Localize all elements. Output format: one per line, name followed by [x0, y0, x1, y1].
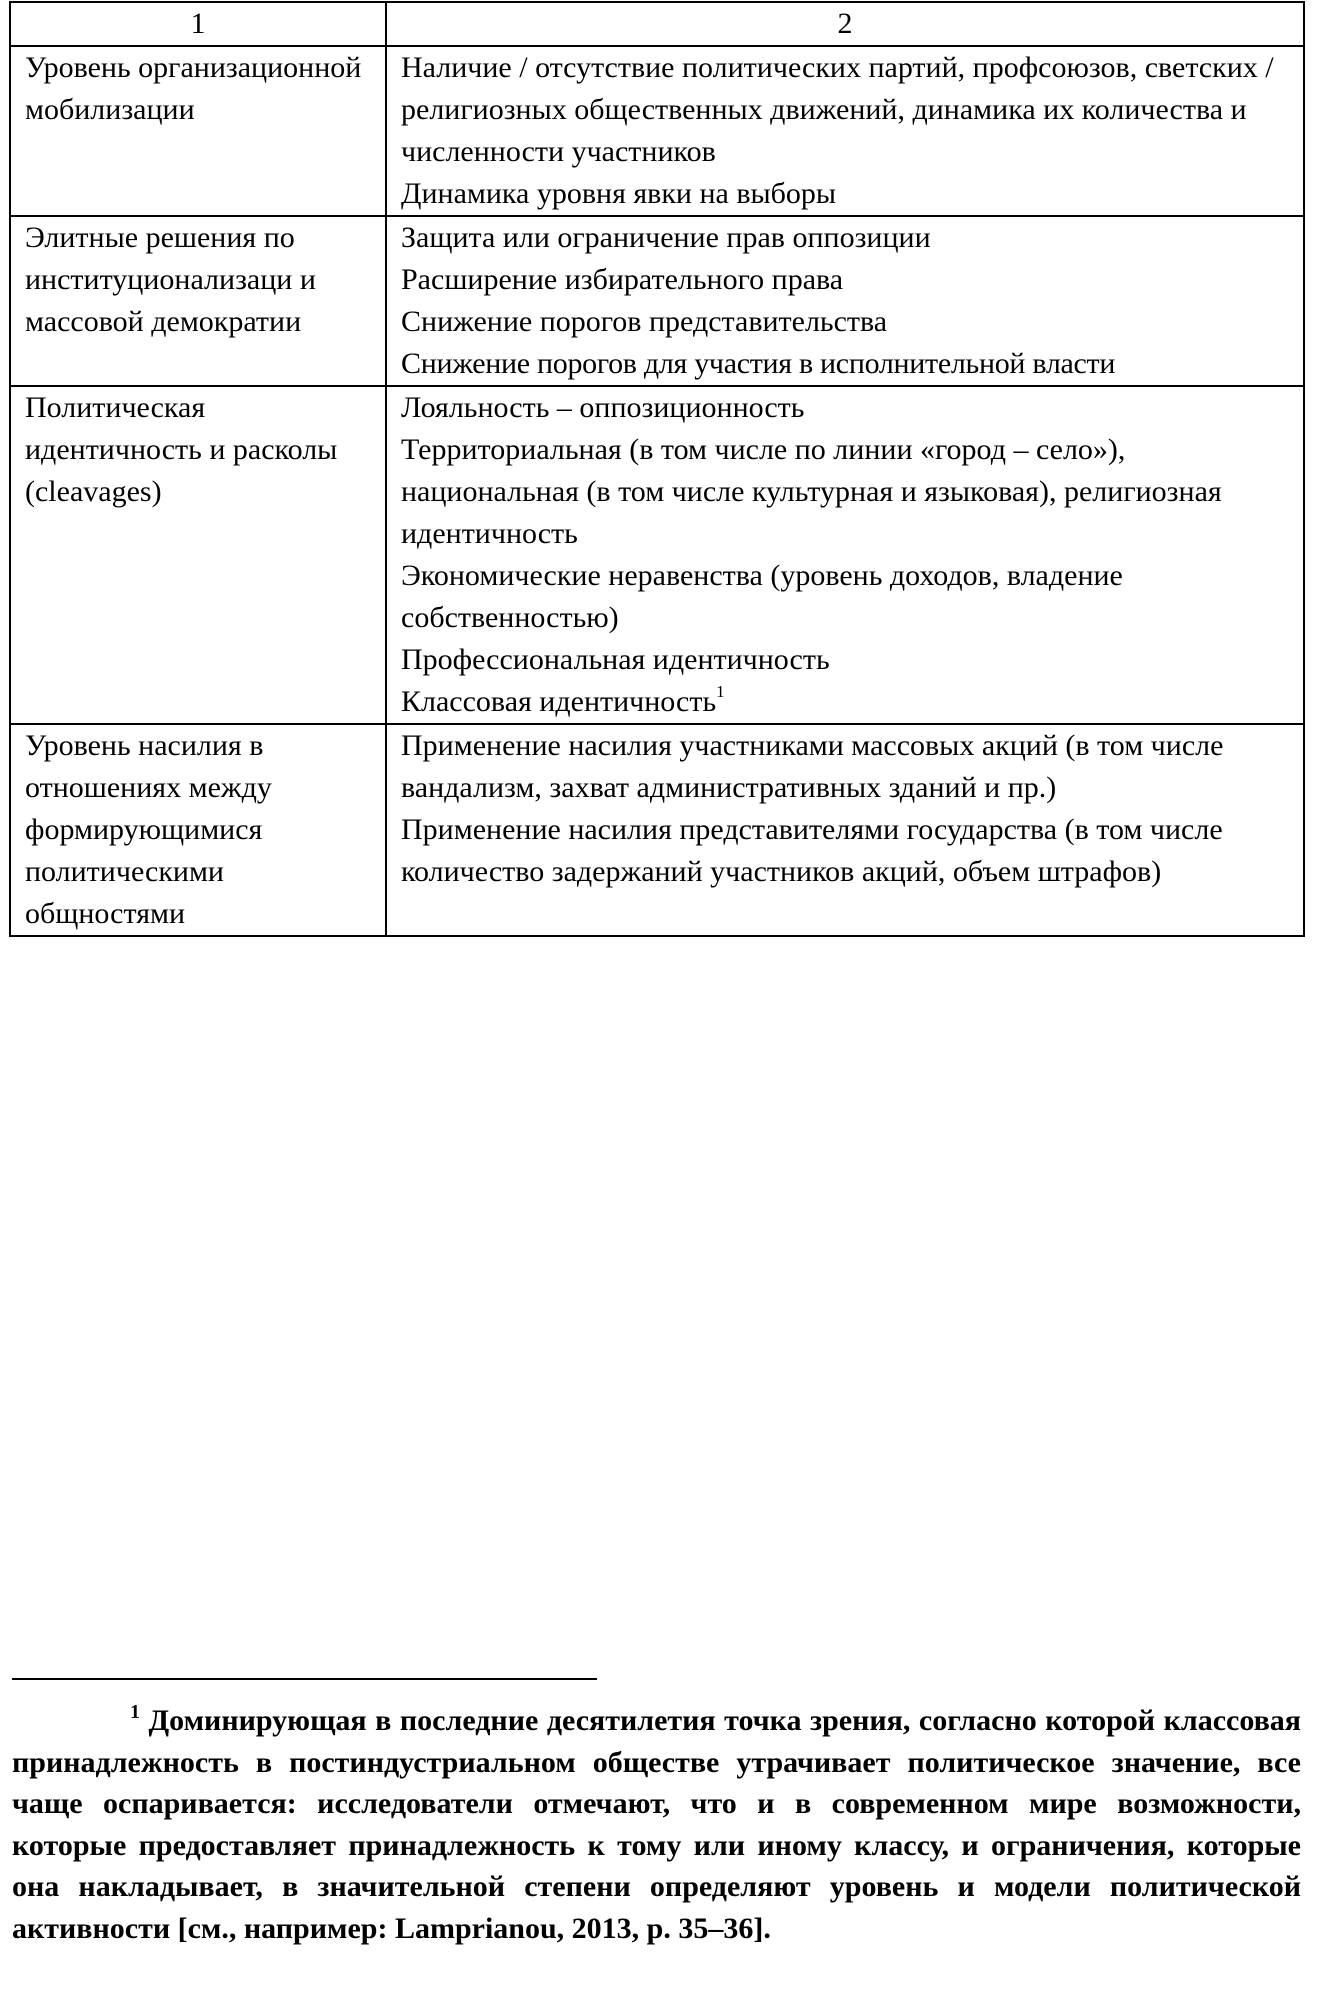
row-label: [10, 724, 386, 936]
row-label-text: Уровень насилия в отношениях между формирующимися политическими общностями: [25, 729, 272, 930]
row-label: [10, 46, 386, 216]
table-header-row: [10, 2, 1304, 46]
row-label-text: Политическая идентичность и расколы (cleavages): [25, 391, 338, 508]
row-item: Экономические неравенства (уровень доходов, владение собственностью): [401, 559, 1123, 634]
row-item: Динамика уровня явки на выборы: [401, 177, 837, 210]
row-item-text: Классовая идентичность: [401, 685, 717, 718]
row-label: [10, 216, 386, 386]
row-item: Лояльность – оппозиционность: [401, 391, 805, 424]
row-content: [386, 724, 1304, 936]
row-content: [386, 386, 1304, 724]
footnote-marker: 1: [130, 1701, 140, 1723]
row-item: Территориальная (в том числе по линии «город – село»), национальная (в том числе культурная и языковая), религиозная идентичность: [401, 433, 1222, 550]
row-label-text: Элитные решения по институционализаци и массовой демократии: [25, 221, 316, 338]
row-content: [386, 216, 1304, 386]
row-item: Защита или ограничение прав оппозиции: [401, 221, 931, 254]
row-content: [386, 46, 1304, 216]
row-item: Снижение порогов для участия в исполнительной власти: [401, 347, 1116, 380]
table-row: [10, 46, 1304, 216]
row-item: Применение насилия участниками массовых акций (в том числе вандализм, захват административных зданий и пр.): [401, 729, 1224, 804]
row-label-text: Уровень организационной мобилизации: [25, 51, 362, 126]
footnote-text: Доминирующая в последние десятилетия точка зрения, согласно которой классовая принадлежность в постиндустриальном обществе утрачивает политическое значение, все чаще оспаривается: исследователи отмечают, что и в современном мире возможности, которые предоставляет принадлежность к тому или иному классу, и ограничения, которые она накладывает, в значительной степени определяют уровень и модели политической активности [см., например: Lamprianou, 2013, p. 35–36].: [12, 1704, 1302, 1945]
table-row: [10, 724, 1304, 936]
row-label: [10, 386, 386, 724]
table-row: [10, 386, 1304, 724]
row-item: Профессиональная идентичность: [401, 643, 830, 676]
footnote: [12, 1700, 1301, 1949]
table-row: [10, 216, 1304, 386]
row-item: Применение насилия представителями государства (в том числе количество задержаний участников акций, объем штрафов): [401, 813, 1223, 888]
footnote-separator: [12, 1678, 597, 1680]
column-header-1: 1: [10, 2, 386, 46]
footnote-reference[interactable]: 1: [716, 682, 725, 701]
row-item: Снижение порогов представительства: [401, 305, 888, 338]
row-item: Наличие / отсутствие политических партий, профсоюзов, светских / религиозных общественных движений, динамика их количества и численности участников: [401, 51, 1274, 168]
indicators-table: [9, 1, 1305, 937]
column-header-2: 2: [386, 2, 1304, 46]
row-item: [401, 681, 1297, 723]
row-item: Расширение избирательного права: [401, 263, 844, 296]
